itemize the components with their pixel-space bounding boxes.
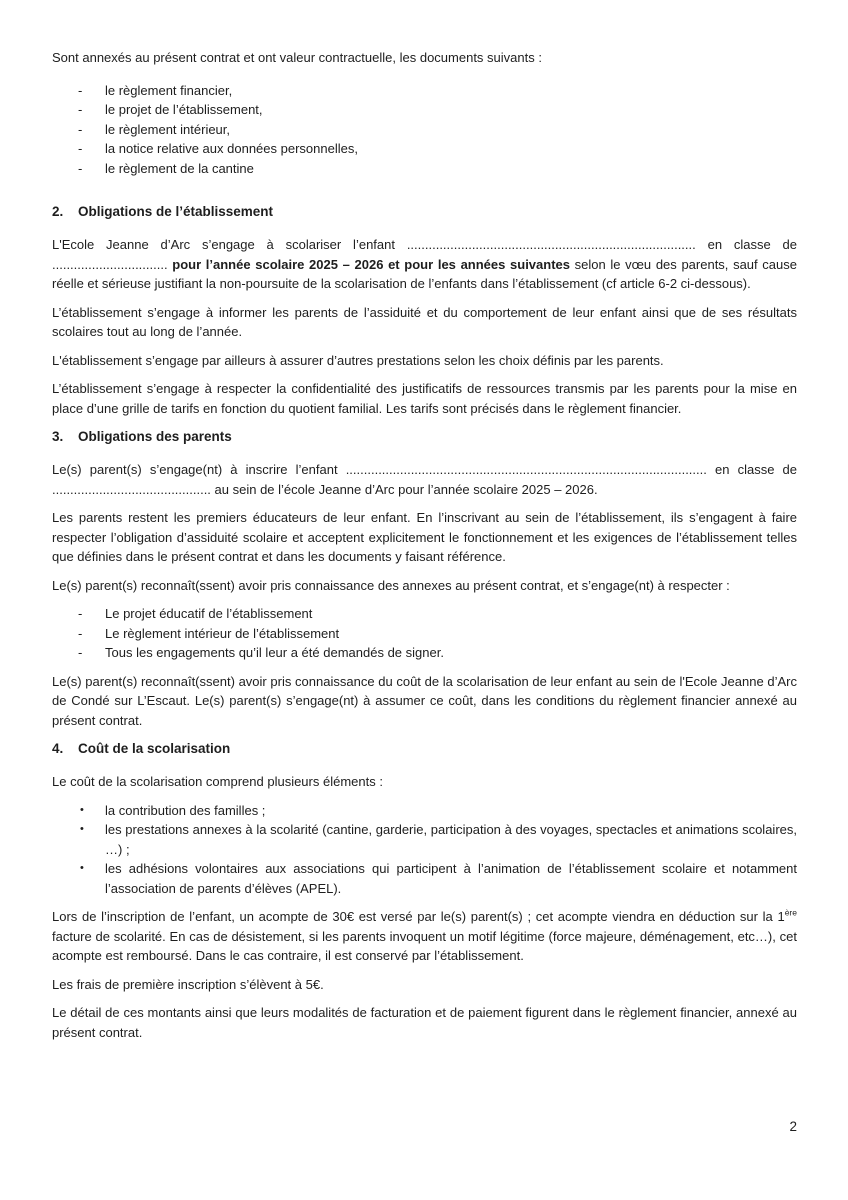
intro-paragraph: Sont annexés au présent contrat et ont valeur contractuelle, les documents suivants : [52, 50, 542, 65]
text-segment: selon le vœu des parents, sauf cause réelle et sérieuse justifiant la non-poursuite de la scolarisation de l’enfants dans l’établissement (cf article 6-2 ci-dessous). [52, 256, 797, 291]
section-heading-cout-scolarisation [52, 739, 797, 759]
paragraph-enrollment-commitment [52, 235, 797, 294]
text-segment: Le(s) parent(s) s’engage(nt) à inscrire l’enfant [52, 462, 346, 477]
list-item-text: Le règlement intérieur de l’établissement [105, 625, 340, 641]
dash-marker: - [78, 82, 83, 98]
list-item [52, 643, 797, 663]
section-title: Coût de la scolarisation [78, 741, 231, 756]
cost-elements-list [52, 801, 797, 899]
list-item [52, 100, 797, 120]
list-item-text: la contribution des familles ; [105, 802, 266, 818]
list-item-text: le règlement de la cantine [105, 160, 254, 176]
section-heading-obligations-parents [52, 427, 797, 447]
paragraph-first-registration-fee: Les frais de première inscription s’élèvent à 5€. [52, 976, 324, 992]
paragraph-billing-details: Le détail de ces montants ainsi que leurs modalités de facturation et de paiement figurent dans le règlement financier, annexé au présent contrat. [52, 1005, 797, 1040]
list-item-text: le projet de l’établissement, [105, 102, 263, 117]
parents-commitments-list [52, 604, 797, 663]
list-item [52, 801, 797, 821]
dash-marker: - [78, 645, 83, 660]
paragraph-parents-enroll [52, 460, 797, 499]
bullet-marker: • [80, 803, 84, 816]
list-item-text: le règlement intérieur, [105, 121, 231, 137]
section-heading-obligations-etablissement [52, 202, 797, 222]
section-title: Obligations des parents [78, 429, 232, 444]
text-segment: Lors de l’inscription de l’enfant, un acompte de 30€ est versé par le(s) parent(s) ; cet acompte viendra en déduction sur la 1 [52, 909, 785, 924]
paragraph-parents-acknowledge-cost: Le(s) parent(s) reconnaît(ssent) avoir pris connaissance du coût de la scolarisation de leur enfant au sein de l'Ecole Jeanne d’Arc de Condé sur L’Escaut. Le(s) parent(s) s’engage(nt) à assumer ce coût, dans les conditions du règlement financier annexé au présent contrat. [52, 673, 797, 728]
list-item-text: Tous les engagements qu’il leur a été demandés de signer. [105, 645, 444, 660]
text-segment: L'Ecole Jeanne d’Arc s’engage à scolariser l’enfant [52, 237, 407, 252]
paragraph-parents-acknowledge-annexes: Le(s) parent(s) reconnaît(ssent) avoir pris connaissance des annexes au présent contrat, et s’engage(nt) à respecter : [52, 577, 730, 593]
dash-marker: - [78, 102, 83, 117]
superscript-ere: ère [784, 907, 797, 918]
page-number: 2 [789, 1119, 797, 1134]
section-number: 3. [52, 429, 64, 444]
paragraph-other-services: L'établissement s’engage par ailleurs à assurer d’autres prestations selon les choix définis par les parents. [52, 352, 664, 368]
bullet-marker: • [80, 862, 84, 874]
list-item [52, 624, 797, 644]
list-item [52, 159, 797, 179]
list-item-text: les prestations annexes à la scolarité (cantine, garderie, participation à des voyages, spectacles et animations scolaires, …) ; [105, 822, 797, 857]
text-segment: en classe de [706, 462, 798, 477]
paragraph-confidentiality: L’établissement s’engage à respecter la confidentialité des justificatifs de ressources transmis par les parents pour la mise en place d’une grille de tarifs en fonction du quotient familial. Les tarifs sont précisés dans le règlement financier. [52, 381, 797, 416]
text-segment: en classe de [695, 237, 798, 252]
dotted-blank-child-name: .................................................................................................... [345, 462, 707, 477]
paragraph-parents-educators: Les parents restent les premiers éducateurs de leur enfant. En l’inscrivant au sein de l’établissement, ils s’engagent à faire respecter l’obligation d’assiduité scolaire et acceptent explicitement le fonctionnement et les exigences de l’établissement telles que définies dans le présent contrat et dans les documents y faisant référence. [52, 510, 797, 564]
list-item-text: la notice relative aux données personnelles, [105, 141, 358, 156]
dash-marker: - [78, 121, 83, 137]
list-item [52, 120, 797, 140]
dash-marker: - [78, 160, 83, 176]
list-item-text: le règlement financier, [105, 82, 233, 98]
paragraph-cost-elements: Le coût de la scolarisation comprend plusieurs éléments : [52, 774, 383, 789]
paragraph-deposit [52, 907, 797, 966]
list-item [52, 859, 797, 898]
dash-marker: - [78, 141, 83, 156]
bullet-marker: • [80, 823, 84, 835]
bold-school-year-phrase: pour l’année scolaire 2025 – 2026 et pour les années suivantes [172, 256, 570, 272]
paragraph-inform-parents: L’établissement s’engage à informer les parents de l’assiduité et du comportement de leur enfant ainsi que de ses résultats scolaires tout au long de l’année. [52, 304, 797, 339]
list-item [52, 820, 797, 859]
list-item [52, 139, 797, 159]
section-title: Obligations de l’établissement [78, 204, 274, 219]
list-item [52, 81, 797, 101]
section-number: 2. [52, 204, 64, 219]
text-segment: facture de scolarité. En cas de désistement, si les parents invoquent un motif légitime (force majeure, déménagement, etc…), cet acompte est remboursé. Dans le cas contraire, il est conservé par l’établissement. [52, 928, 797, 963]
dotted-blank-class: ................................ [52, 256, 168, 272]
dash-marker: - [78, 625, 83, 641]
dotted-blank-child-name: ................................................................................ [406, 237, 696, 252]
dash-marker: - [78, 606, 83, 621]
annexed-documents-list [52, 81, 797, 179]
text-segment: au sein de l’école Jeanne d’Arc pour l’année scolaire 2025 – 2026. [210, 481, 598, 497]
dotted-blank-class: ............................................ [52, 481, 211, 497]
list-item-text: les adhésions volontaires aux associations qui participent à l’animation de l’établissement scolaire et notamment l’association de parents d’élèves (APEL). [105, 861, 797, 896]
section-number: 4. [52, 741, 64, 756]
list-item-text: Le projet éducatif de l’établissement [105, 606, 313, 621]
list-item [52, 604, 797, 624]
